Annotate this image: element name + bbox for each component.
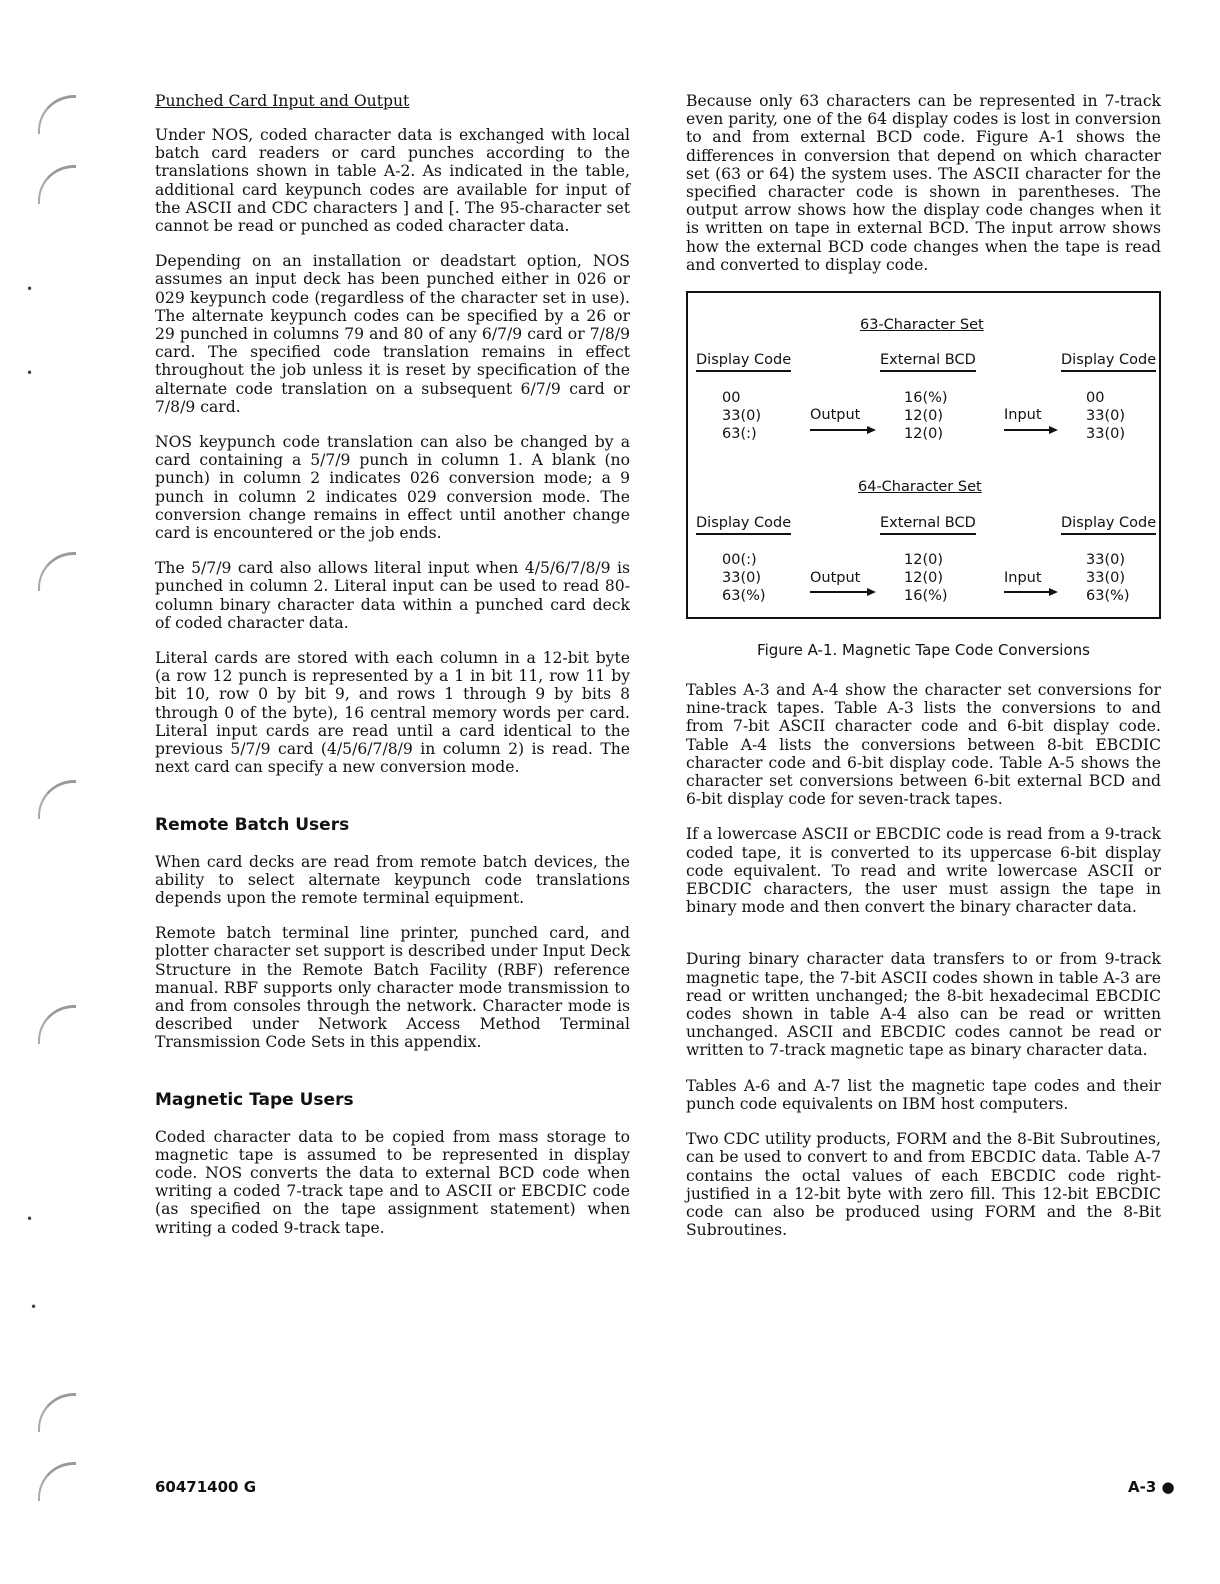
document-number: 60471400 G: [155, 1478, 257, 1496]
input-arrow: [1004, 591, 1056, 593]
output-label: Output: [810, 407, 861, 424]
figure-caption: Figure A-1. Magnetic Tape Code Conversions: [757, 641, 1090, 660]
speck: •: [26, 366, 34, 380]
output-arrow: [810, 429, 874, 431]
figure-column-header: Display Code: [696, 515, 791, 535]
speck: •: [30, 1300, 38, 1314]
binder-hole-mark: [38, 165, 76, 204]
paragraph: Because only 63 characters can be represented in 7-track even parity, one of the 64 display codes is lost in conversion to and from external BCD code. Figure A-1 shows the differences in conversion that depend on which character set (63 or 64) the system uses. The ASCII character for the specified character code is shown in parentheses. The output arrow shows how the display code changes when it is written on tape in external BCD. The input arrow shows how the external BCD code changes when the tape is read and converted to display code.: [686, 92, 1161, 274]
paragraph: The 5/7/9 card also allows literal input when 4/5/6/7/8/9 is punched in column 2. Literal input can be used to read 80-column binary character data within a punched card deck of coded character data.: [155, 559, 630, 632]
input-label: Input: [1004, 570, 1042, 587]
speck: •: [26, 1212, 34, 1226]
display-code-list: 00 33(0) 63(:): [722, 390, 761, 443]
paragraph: Coded character data to be copied from mass storage to magnetic tape is assumed to be represented in display code. NOS converts the data to external BCD code when writing a coded 7-track tape and to ASCII or EBCDIC code (as specified on the tape assignment statement) when writing a coded 9-track tape.: [155, 1127, 630, 1237]
input-label: Input: [1004, 407, 1042, 424]
section-heading-remote-batch: Remote Batch Users: [155, 814, 350, 835]
speck: •: [26, 282, 34, 296]
figure-column-header: External BCD: [880, 515, 976, 535]
binder-hole-mark: [38, 1005, 76, 1044]
binder-hole-mark: [38, 780, 76, 819]
binder-hole-mark: [38, 95, 76, 134]
paragraph: NOS keypunch code translation can also be changed by a card containing a 5/7/9 punch in column 1. A blank (no punch) in column 2 indicates 026 conversion mode; a 9 punch in column 2 indicates 029 conversion mode. The conversion change remains in effect until another change card is encountered or the job ends.: [155, 433, 630, 543]
left-column: [155, 92, 630, 1254]
figure-column-header: Display Code: [1061, 352, 1156, 372]
input-arrow: [1004, 429, 1056, 431]
paragraph: Tables A-3 and A-4 show the character set conversions for nine-track tapes. Table A-3 lists the conversions to and from 7-bit ASCII character code and 6-bit display code. Table A-4 lists the conversions between 8-bit EBCDIC character code and 6-bit display code. Table A-5 shows the character set conversions between 6-bit external BCD and 6-bit display code for seven-track tapes.: [686, 681, 1161, 809]
binder-hole-mark: [38, 1393, 76, 1432]
section-heading-punched-card: Punched Card Input and Output: [155, 92, 410, 110]
paragraph: Tables A-6 and A-7 list the magnetic tape codes and their punch code equivalents on IBM host computers.: [686, 1076, 1161, 1113]
right-column: [686, 92, 1161, 1256]
figure-set-title: 63-Character Set: [860, 317, 984, 334]
paragraph: When card decks are read from remote batch devices, the ability to select alternate keypunch code translations depends upon the remote terminal equipment.: [155, 852, 630, 907]
paragraph: During binary character data transfers to or from 9-track magnetic tape, the 7-bit ASCII codes shown in table A-3 are read or written unchanged; the 8-bit hexadecimal EBCDIC codes shown in table A-4 also can be read or written unchanged. ASCII and EBCDIC codes cannot be read or written to 7-track magnetic tape as binary character data.: [686, 950, 1161, 1060]
binder-hole-mark: [38, 1462, 76, 1501]
output-arrow: [810, 591, 874, 593]
external-bcd-list: 12(0) 12(0) 16(%): [904, 552, 948, 605]
display-code-list: 33(0) 33(0) 63(%): [1086, 552, 1130, 605]
external-bcd-list: 16(%) 12(0) 12(0): [904, 390, 948, 443]
figure-column-header: Display Code: [696, 352, 791, 372]
display-code-list: 00(:) 33(0) 63(%): [722, 552, 766, 605]
paragraph: If a lowercase ASCII or EBCDIC code is read from a 9-track coded tape, it is converted to its uppercase 6-bit display code equivalent. To read and write lowercase ASCII or EBCDIC characters, the user must assign the tape in binary mode and then convert the binary character data.: [686, 825, 1161, 917]
paragraph: Two CDC utility products, FORM and the 8-Bit Subroutines, can be used to convert to and from EBCDIC data. Table A-7 contains the octal values of each EBCDIC code right-justified in a 12-bit byte with zero fill. This 12-bit EBCDIC code can also be produced using FORM and the 8-Bit Subroutines.: [686, 1130, 1161, 1240]
output-label: Output: [810, 570, 861, 587]
binder-hole-mark: [38, 552, 76, 591]
figure-tape-code-conversions: [686, 291, 1161, 619]
display-code-list: 00 33(0) 33(0): [1086, 390, 1125, 443]
paragraph: Remote batch terminal line printer, punched card, and plotter character set support is described under Input Deck Structure in the Remote Batch Facility (RBF) reference manual. RBF supports only character mode transmission to and from consoles through the network. Character mode is described under Network Access Method Terminal Transmission Code Sets in this appendix.: [155, 924, 630, 1052]
figure-column-header: Display Code: [1061, 515, 1156, 535]
section-heading-magnetic-tape: Magnetic Tape Users: [155, 1089, 354, 1110]
paragraph: Under NOS, coded character data is exchanged with local batch card readers or card punches according to the translations shown in table A-2. As indicated in the table, additional card keypunch codes are available for input of the ASCII and CDC characters ] and [. The 95-character set cannot be read or punched as coded character data.: [155, 126, 630, 236]
page-number: A-3 ●: [1128, 1478, 1175, 1496]
figure-column-header: External BCD: [880, 352, 976, 372]
figure-set-title: 64-Character Set: [858, 479, 982, 496]
paragraph: Literal cards are stored with each column in a 12-bit byte (a row 12 punch is represented by a 1 in bit 11, row 11 by bit 10, row 0 by bit 9, and rows 1 through 9 by bits 8 through 0 of the byte), 16 central memory words per card. Literal input cards are read until a card identical to the previous 5/7/9 card (4/5/6/7/8/9 in column 2) is read. The next card can specify a new conversion mode.: [155, 649, 630, 777]
paragraph: Depending on an installation or deadstart option, NOS assumes an input deck has been punched either in 026 or 029 keypunch code (regardless of the character set in use). The alternate keypunch codes can be specified by a 26 or 29 punched in columns 79 and 80 of any 6/7/9 card or 7/8/9 card. The specified code translation remains in effect throughout the job unless it is reset by specification of the alternate code translation on a subsequent 6/7/9 card or 7/8/9 card.: [155, 252, 630, 416]
